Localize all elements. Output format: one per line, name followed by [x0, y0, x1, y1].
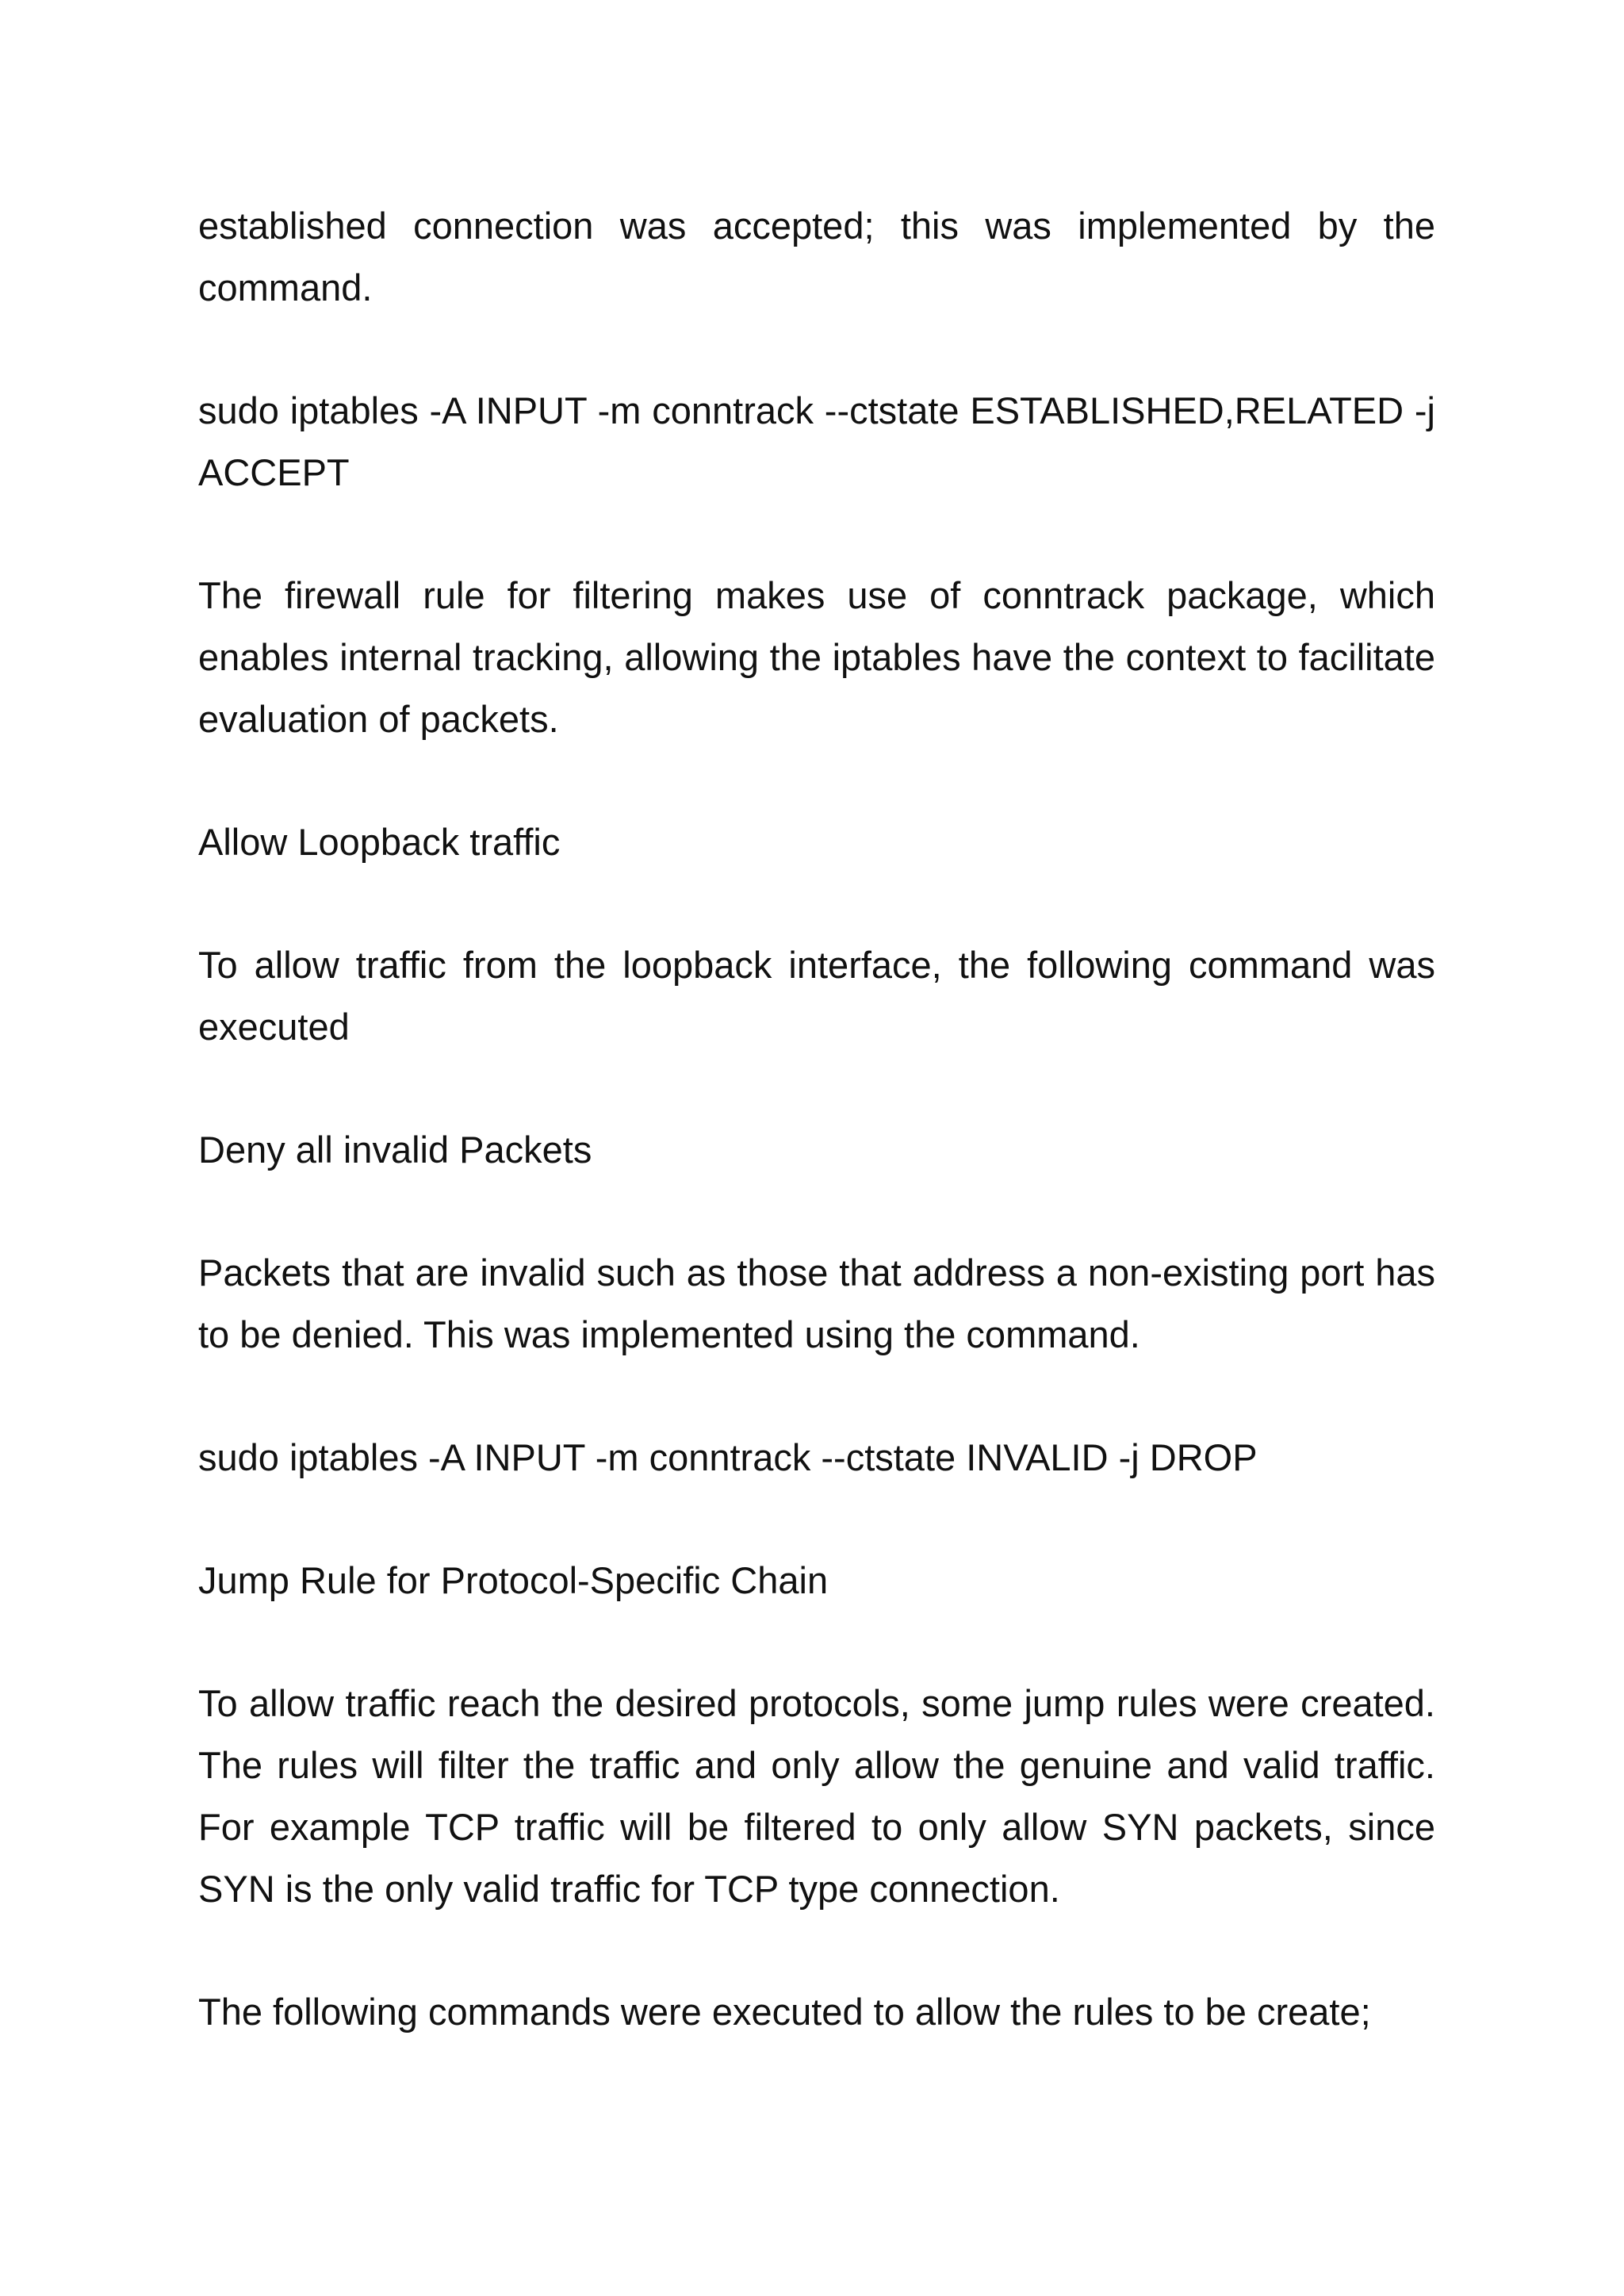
command-drop-invalid: sudo iptables -A INPUT -m conntrack --ctstate INVALID -j DROP [198, 1436, 1258, 1478]
paragraph-jump-rules: To allow traffic reach the desired protocols, some jump rules were created. The rules will filter the traffic and only allow the genuine and valid traffic. For example TCP traffic will be filtered to only allow SYN packets, since SYN is the only valid traffic for TCP type connection. [198, 1682, 1435, 1910]
document-body [198, 195, 1435, 2104]
heading-deny-invalid: Deny all invalid Packets [198, 1129, 592, 1171]
paragraph-following-commands: The following commands were executed to allow the rules to be create; [198, 1991, 1371, 2033]
paragraph-loopback: To allow traffic from the loopback interface, the following command was executed [198, 944, 1435, 1048]
heading-allow-loopback: Allow Loopback traffic [198, 821, 561, 863]
paragraph-established-connection: established connection was accepted; this was implemented by the command. [198, 205, 1435, 309]
paragraph-conntrack-explanation: The firewall rule for filtering makes use of conntrack package, which enables internal tracking, allowing the iptables have the context to facilitate evaluation of packets. [198, 574, 1435, 740]
command-accept-established: sudo iptables -A INPUT -m conntrack --ctstate ESTABLISHED,RELATED -j ACCEPT [198, 389, 1435, 493]
paragraph-invalid-packets: Packets that are invalid such as those that address a non-existing port has to be denied. This was implemented using the command. [198, 1251, 1435, 1355]
heading-jump-rule: Jump Rule for Protocol-Specific Chain [198, 1559, 829, 1601]
